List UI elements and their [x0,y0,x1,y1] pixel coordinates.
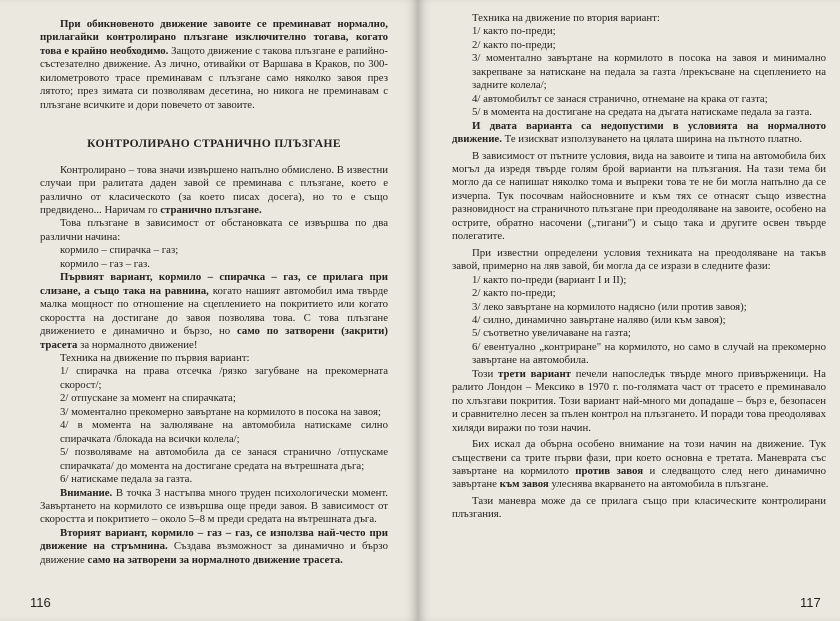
text-run: 5/ позволяваме на автомобила да се занася странично /отпускаме спирачката/ до момента на достигане средата на вътрешната дъга; [60,446,388,472]
text-run: Техника на движение по втория вариант: [472,12,660,24]
list-item [452,314,826,327]
text-run: 3/ леко завъртане на кормилото надясно (или против завоя); [472,300,747,313]
right-body-text [452,12,826,522]
paragraph [452,247,826,274]
text-run: В зависимост от пътните условия, вида на завоите и типа на автомобила бих могъл да изредя твърде голям брой варианти на плъзгания. На тази тема би могло да се напишат няколко тома и въпреки това те не би могла напълно да се изчерпа. Тук посочвам найосновните и към тях се отнасят също известна разновидност на страничното плъзгане при преодоляване на завоите, особено на острите, обратно насочени („тигани") и също така и другите освен твърде полегатите. [452,149,826,243]
list-item [40,392,388,405]
paragraph [452,150,826,244]
text-run: 3/ моментално завъртане на кормилото в посока на завоя и минимално закрепване за натискане на педала за газта /прекъсване на сцеплението на задните колела/; [472,52,826,92]
text-run: 4/ в момента на залюляване на автомобила натискаме силно спирачката /блокада на всички колела/; [60,419,388,445]
text-run: 5/ съответно увеличаване на газта; [472,327,631,340]
text-run: Това плъзгане в зависимост от обстановката се извършва по два различни начина: [40,217,388,243]
text-run: При известни определени условия техниката на преодоляване на такъв завой, примерно на ляв завой, би могла да се изрази в следните фази: [452,246,826,273]
text-run: Създава възможност за динамично и бързо движение [40,540,388,566]
text-run: кормило – газ – газ. [60,257,150,270]
bold-text: против завоя [575,464,644,477]
paragraph [452,12,826,25]
bold-text: При обикновеното движение завоите се преминават нормално, прилагайки контролирано плъзгане изключително тогава, когато това е крайно необходимо. [40,18,388,57]
bold-text: трети вариант [498,367,571,380]
text-run: 3/ моментално прекомерно завъртане на кормилото в посока на завоя; [60,405,381,418]
section-heading: КОНТРОЛИРАНО СТРАНИЧНО ПЛЪЗГАНЕ [87,138,341,151]
text-run: 2/ както по-преди; [472,38,556,51]
list-item [452,106,826,119]
paragraph [40,217,388,244]
list-item [40,365,388,392]
list-item [452,274,826,287]
intro-paragraph-container [40,18,388,112]
text-run: Този [472,367,499,380]
list-item [452,25,826,38]
text-run: Техника на движение по първия вариант: [60,351,250,364]
text-run: Тази маневра може да се прилага също при класическите контролирани плъзгания. [452,494,826,521]
bold-text: Вторият вариант, кормило – газ – газ, се използва най-често при движение на стръмнина. [40,526,388,553]
text-run: когато нашият автомобил има твърде малка мощност по отношение на сцеплението на покритието или когато скоростта на достигане до завоя позволява това. С това плъзгане движението е динамично и бързо, но [40,284,388,338]
page-number-left: 116 [30,595,51,610]
left-page [0,0,418,621]
paragraph [452,368,826,435]
list-item [452,287,826,300]
paragraph [40,271,388,352]
list-item [452,327,826,340]
list-item [40,446,388,473]
paragraph [40,258,388,271]
text-run: Контролирано – това значи извършено напълно обмислено. В известни случаи при ралитата даден завой се преминава с плъзгане, което е различно от класическото (за което писах досега), но то е също предвидено... Наричам го [40,163,388,216]
text-run: 1/ както по-преди; [472,25,556,38]
bold-text: Първият вариант, кормило – спирачка – газ, се прилага при слизане, а също така на равнина, [40,271,388,297]
paragraph [452,495,826,522]
paragraph [40,244,388,257]
list-item [452,301,826,314]
text-run: печели напоследък твърде много привърженици. На ралито Лондон – Мексико в 1970 г. по-голямата част от трасето е преминавало по хлъзгави покрития. Този вариант най-много ми допадаше – бърз е, безопасен и сравнително лесен за пълен контрол на плъзгането. И поради това преодолявах хиляди виражи по този начин. [452,367,826,434]
text-run: 1/ както по-преди (вариант I и II); [472,273,627,286]
list-item [40,406,388,419]
text-run: 4/ силно, динамично завъртане наляво (или към завоя); [472,313,726,326]
page-number-right: 117 [800,595,821,610]
text-run: 5/ в момента на достигане на средата на дъгата натискаме педала за газта. [472,106,813,119]
text-run: 6/ евентуално „контриране" на кормилото, но само в случай на прекомерно завъртане на автомобила. [472,340,826,367]
text-run: Бих искал да обърна особено внимание на този начин на движение. Тук съществени са трите първи фази, при което основна е третата. Маневрата със завъртане на кормилото [452,438,826,477]
text-run: и следващото след него динамично завъртане [452,464,826,491]
paragraph [40,164,388,218]
paragraph [452,438,826,492]
right-page [418,0,840,621]
text-run: улеснява вкарването на автомобила в плъзгане. [548,478,769,491]
bold-text: само на затворени за нормалното движение трасета. [87,553,343,566]
list-item [452,39,826,52]
bold-text: към завоя [499,478,549,491]
text-run: Те изискват използуването на цялата ширина на пътното платно. [501,133,803,146]
text-run: 2/ отпускане за момент на спирачката; [60,392,236,405]
left-body-text [40,164,388,568]
bold-text: Внимание. [60,486,113,499]
list-item [452,341,826,368]
bold-text: само по затворени (закрити) трасета [40,325,388,351]
list-item [452,52,826,92]
text-run: 1/ спирачка на права отсечка /рязко загубване на прекомерната скорост/; [60,365,388,391]
list-item [40,419,388,446]
paragraph [40,527,388,567]
text-run: 2/ както по-преди; [472,287,556,300]
paragraph [40,487,388,527]
intro-paragraph [40,18,388,112]
bold-text: странично плъзгане. [160,203,262,216]
list-item [452,93,826,106]
text-run: 6/ натискаме педала за газта. [60,473,193,486]
paragraph [452,120,826,147]
text-run: В точка 3 настъпва много трудeн психологически момент. Завъртането на кормилото се извършва още преди завоя. В зависимост от скоростта и покритието – около 5–8 м преди средата на вътрешната дъга. [40,486,388,526]
bold-text: И двата варианта са недопустими в условията на нормалното движение. [452,119,826,146]
text-run: Защото движение с такова плъзгане е рапийно-състезателно движение. Аз лично, отивайки от Варшава в Краков, по 300-километровото трасе преминавам с плъзгане само няколко завоя през лятото; през зимата си позволявам десетина, но никога не преминавам с плъзгане всичките и дори повечето от завоите. [40,44,388,111]
list-item [40,473,388,486]
text-run: кормило – спирачка – газ; [60,244,179,257]
text-run: за нормалното движение! [77,338,198,351]
text-run: 4/ автомобилът се занася странично, отнемане на крака от газта; [472,92,768,105]
paragraph [40,352,388,365]
